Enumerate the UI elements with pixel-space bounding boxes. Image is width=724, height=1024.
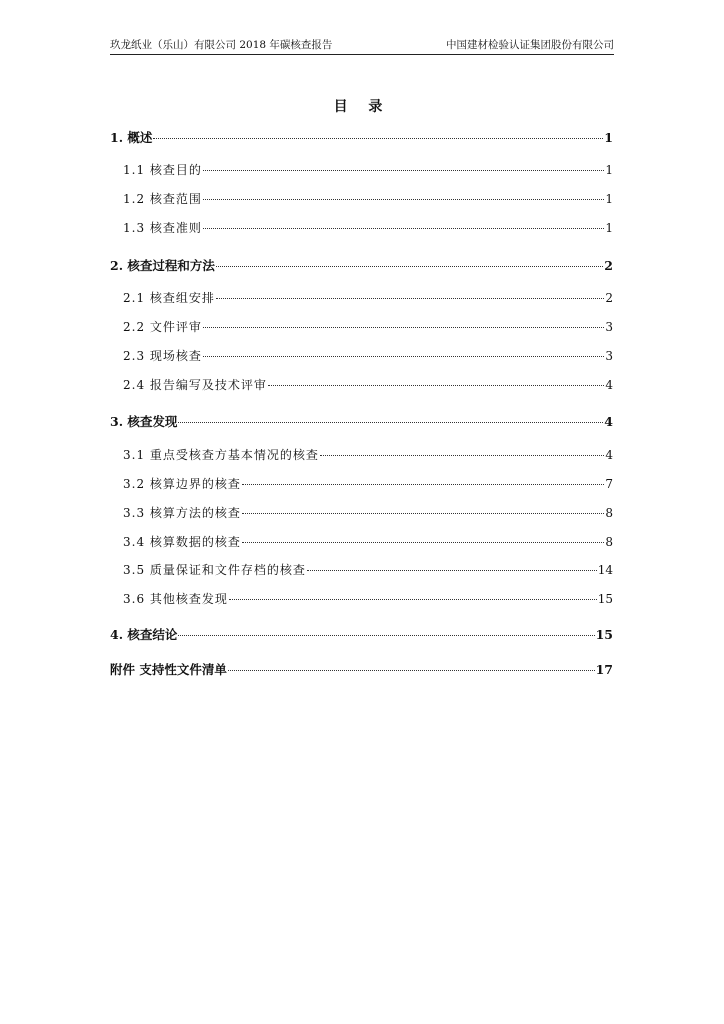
- dot-leader: [203, 170, 604, 171]
- toc-entry-page: 4: [604, 414, 613, 429]
- toc-entry-page: 1: [604, 130, 613, 145]
- toc-entry-text: 1.2 核查范围: [123, 192, 202, 206]
- dot-leader: [216, 266, 603, 267]
- toc-entry-1-3[interactable]: [123, 219, 613, 236]
- toc-entry-1[interactable]: [110, 128, 613, 146]
- toc-entry-text: 2.1 核查组安排: [123, 291, 215, 305]
- toc-title: 目 录: [333, 99, 391, 115]
- toc-entry-1-1[interactable]: [123, 161, 613, 178]
- toc-entry-text: 3.2 核算边界的核查: [123, 477, 241, 491]
- toc-entry-2-2[interactable]: [123, 318, 613, 335]
- toc-entry-page: 4: [605, 448, 613, 462]
- page-header: [110, 38, 614, 55]
- dot-leader: [203, 228, 604, 229]
- toc-entry-page: 15: [597, 592, 613, 606]
- dot-leader: [242, 542, 604, 543]
- toc-entry-text: 2.4 报告编写及技术评审: [123, 378, 267, 392]
- toc-entry-text: 3.1 重点受核查方基本情况的核查: [123, 448, 319, 462]
- dot-leader: [216, 298, 604, 299]
- toc-entry-text: 3. 核查发现: [110, 414, 178, 429]
- header-organization: 中国建材检验认证集团股份有限公司: [446, 39, 614, 51]
- header-report-title: 玖龙纸业（乐山）有限公司 2018 年碳核查报告: [110, 39, 333, 51]
- toc-entry-page: 1: [605, 163, 613, 177]
- toc-entry-page: 3: [605, 349, 613, 363]
- toc-entry-page: 17: [595, 662, 613, 677]
- dot-leader: [228, 670, 595, 671]
- dot-leader: [229, 599, 597, 600]
- toc-entry-text: 3.3 核算方法的核查: [123, 506, 241, 520]
- toc-entry-2[interactable]: [110, 256, 613, 274]
- toc-entry-2-4[interactable]: [123, 376, 613, 393]
- toc-entry-3-1[interactable]: [123, 446, 613, 463]
- toc-entry-page: 4: [605, 378, 613, 392]
- toc-entry-text: 3.4 核算数据的核查: [123, 535, 241, 549]
- dot-leader: [178, 635, 594, 636]
- toc-entry-3-6[interactable]: [123, 590, 613, 607]
- toc-entry-page: 1: [605, 221, 613, 235]
- toc-entry-page: 2: [604, 258, 613, 273]
- dot-leader: [203, 199, 604, 200]
- toc-entry-3-4[interactable]: [123, 533, 613, 550]
- dot-leader: [242, 484, 604, 485]
- toc-entry-page: 7: [605, 477, 613, 491]
- toc-entry-3-3[interactable]: [123, 504, 613, 521]
- toc-entry-page: 2: [605, 291, 613, 305]
- toc-entry-text: 3.6 其他核查发现: [123, 592, 228, 606]
- toc-entry-3[interactable]: [110, 412, 613, 430]
- toc-entry-appendix[interactable]: [110, 660, 613, 678]
- toc-entry-1-2[interactable]: [123, 190, 613, 207]
- toc-entry-4[interactable]: [110, 625, 613, 643]
- toc-entry-text: 2.3 现场核查: [123, 349, 202, 363]
- toc-entry-text: 2. 核查过程和方法: [110, 258, 215, 273]
- dot-leader: [153, 138, 603, 139]
- dot-leader: [203, 327, 604, 328]
- dot-leader: [268, 385, 604, 386]
- toc-entry-3-2[interactable]: [123, 475, 613, 492]
- dot-leader: [242, 513, 604, 514]
- toc-entry-text: 附件 支持性文件清单: [110, 662, 227, 677]
- toc-entry-text: 1.3 核查准则: [123, 221, 202, 235]
- toc-entry-page: 3: [605, 320, 613, 334]
- toc-entry-2-3[interactable]: [123, 347, 613, 364]
- dot-leader: [320, 455, 604, 456]
- toc-entry-page: 8: [605, 506, 613, 520]
- toc-entry-page: 1: [605, 192, 613, 206]
- toc-entry-text: 1. 概述: [110, 130, 153, 145]
- toc-entry-page: 14: [597, 563, 613, 577]
- toc-entry-2-1[interactable]: [123, 289, 613, 306]
- toc-entry-page: 8: [605, 535, 613, 549]
- dot-leader: [203, 356, 604, 357]
- dot-leader: [307, 570, 597, 571]
- dot-leader: [178, 422, 603, 423]
- toc-entry-text: 1.1 核查目的: [123, 163, 202, 177]
- toc-entry-text: 3.5 质量保证和文件存档的核查: [123, 563, 306, 577]
- toc-entry-text: 2.2 文件评审: [123, 320, 202, 334]
- toc-entry-3-5[interactable]: [123, 561, 613, 578]
- toc-entry-page: 15: [595, 627, 613, 642]
- toc-entry-text: 4. 核查结论: [110, 627, 178, 642]
